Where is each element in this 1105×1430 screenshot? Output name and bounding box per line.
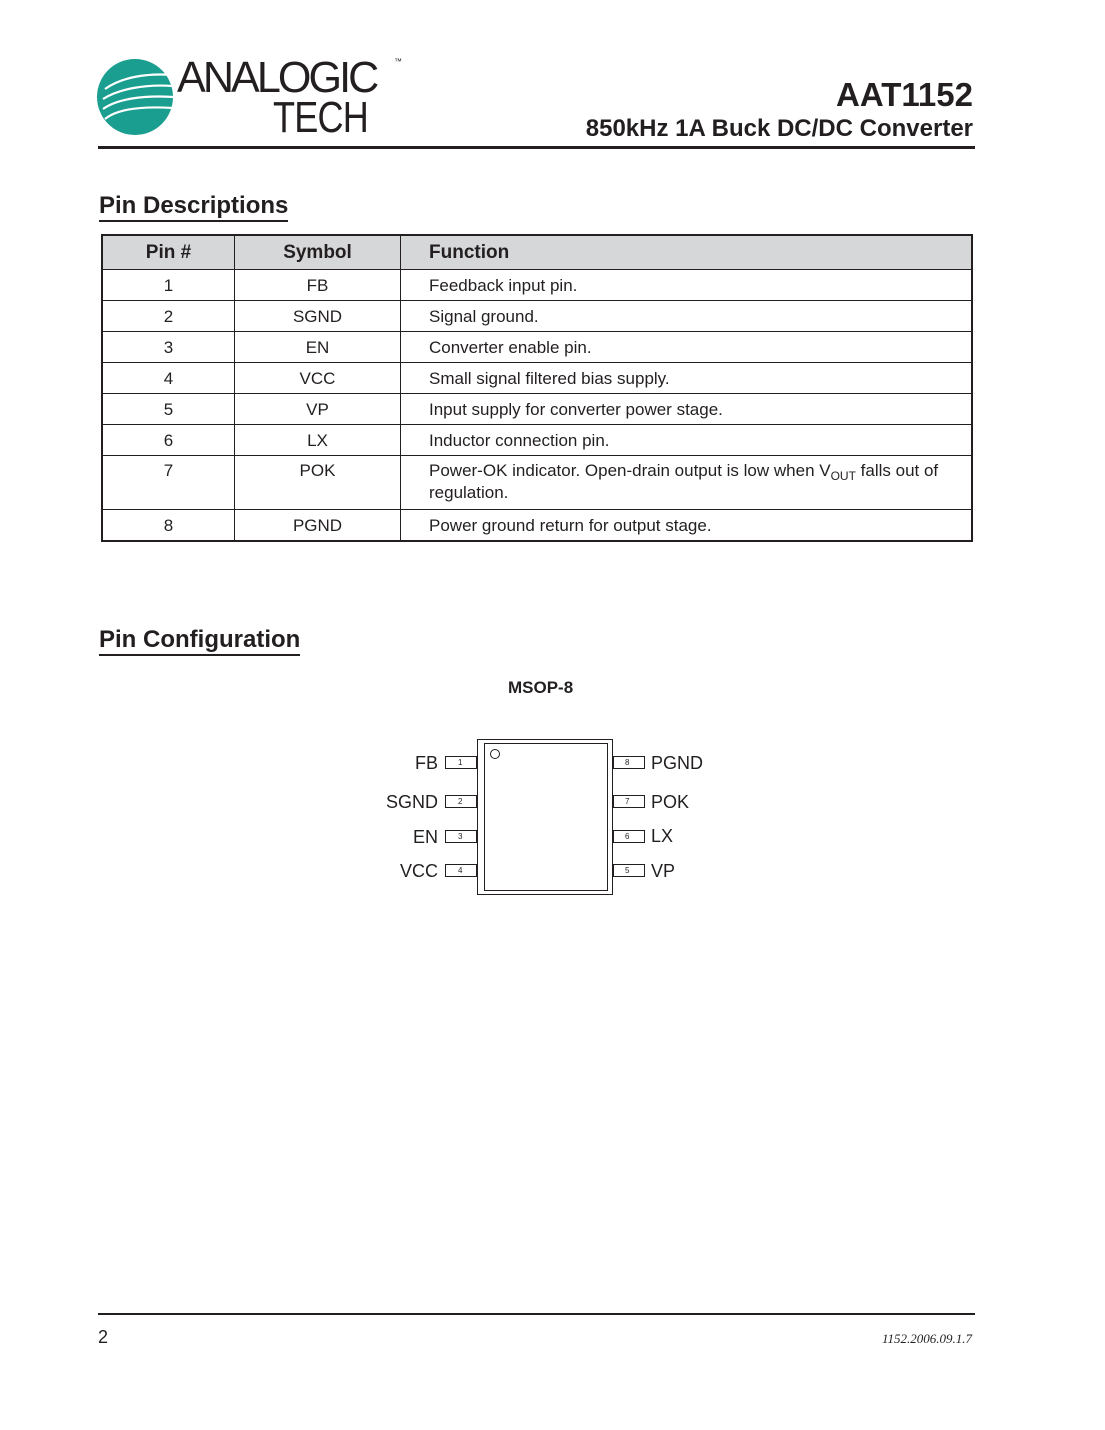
pin-number: 2 (102, 301, 235, 332)
column-header-symbol: Symbol (235, 235, 401, 270)
pin-label-left: SGND (385, 792, 438, 812)
pin-lead: 7 (613, 795, 645, 808)
pin-lead: 1 (445, 756, 477, 769)
pin-lead: 4 (445, 864, 477, 877)
logo-text-tech: TECH (273, 93, 368, 142)
table-row (102, 425, 972, 456)
table-row (102, 301, 972, 332)
pin-lead: 3 (445, 830, 477, 843)
pin-function-text-cont: falls out of regulation. (429, 461, 939, 502)
column-header-pin: Pin # (102, 235, 235, 270)
pin-number: 3 (102, 332, 235, 363)
package-label: MSOP-8 (508, 678, 574, 697)
pin-descriptions-table (101, 234, 973, 542)
pin-function: Converter enable pin. (401, 332, 973, 363)
pin-number: 5 (102, 394, 235, 425)
pin-label-left: EN (412, 827, 438, 847)
table-header-row (102, 235, 972, 270)
pin-label-left: VCC (399, 861, 438, 881)
company-logo (97, 53, 417, 142)
pin-function: Inductor connection pin. (401, 425, 973, 456)
pin-symbol: EN (235, 332, 401, 363)
pin-label-right: PGND (651, 753, 704, 773)
pin-lead: 6 (613, 830, 645, 843)
column-header-function: Function (401, 235, 973, 270)
page-number: 2 (98, 1327, 109, 1347)
pin-symbol: SGND (235, 301, 401, 332)
table-row (102, 510, 972, 541)
chip-body-inner (484, 743, 608, 891)
pin-lead: 5 (613, 864, 645, 877)
table-row (102, 456, 972, 510)
pin-number: 7 (102, 456, 235, 510)
part-number: AAT1152 (836, 76, 973, 113)
logo-swoosh-icon (97, 59, 173, 135)
table-row (102, 394, 972, 425)
pin-function: Input supply for converter power stage. (401, 394, 973, 425)
pin1-marker-icon (490, 749, 500, 759)
pin-number: 4 (102, 363, 235, 394)
section-title-pin-configuration: Pin Configuration (99, 626, 300, 656)
pin-function-text: Power-OK indicator. Open-drain output is low when V (429, 461, 831, 480)
table-row (102, 270, 972, 301)
pin-function: Feedback input pin. (401, 270, 973, 301)
table-row (102, 363, 972, 394)
footer-divider (98, 1313, 975, 1315)
pin-number: 8 (102, 510, 235, 541)
pin-lead: 2 (445, 795, 477, 808)
pin-symbol: VP (235, 394, 401, 425)
pin-symbol: LX (235, 425, 401, 456)
pin-symbol: FB (235, 270, 401, 301)
pin-label-right: POK (651, 792, 690, 812)
header-divider (98, 146, 975, 149)
pin-number: 1 (102, 270, 235, 301)
pin-label-left: FB (414, 753, 438, 773)
pin-symbol: PGND (235, 510, 401, 541)
pin-lead: 8 (613, 756, 645, 769)
logo-text-analogic: ANALOGIC (177, 53, 377, 102)
pin-label-right: LX (651, 826, 674, 846)
pin-symbol: VCC (235, 363, 401, 394)
pin-function: Signal ground. (401, 301, 973, 332)
part-subtitle: 850kHz 1A Buck DC/DC Converter (585, 115, 973, 142)
pin-function: Power ground return for output stage. (401, 510, 973, 541)
pin-symbol: POK (235, 456, 401, 510)
document-code: 1152.2006.09.1.7 (881, 1331, 972, 1346)
pin-function (401, 456, 973, 510)
pin-number: 6 (102, 425, 235, 456)
pin-label-right: VP (651, 861, 676, 881)
pin-function: Small signal filtered bias supply. (401, 363, 973, 394)
section-title-pin-descriptions: Pin Descriptions (99, 192, 288, 222)
subscript-out: OUT (830, 469, 856, 483)
table-row (102, 332, 972, 363)
logo-trademark: ™ (394, 57, 402, 66)
